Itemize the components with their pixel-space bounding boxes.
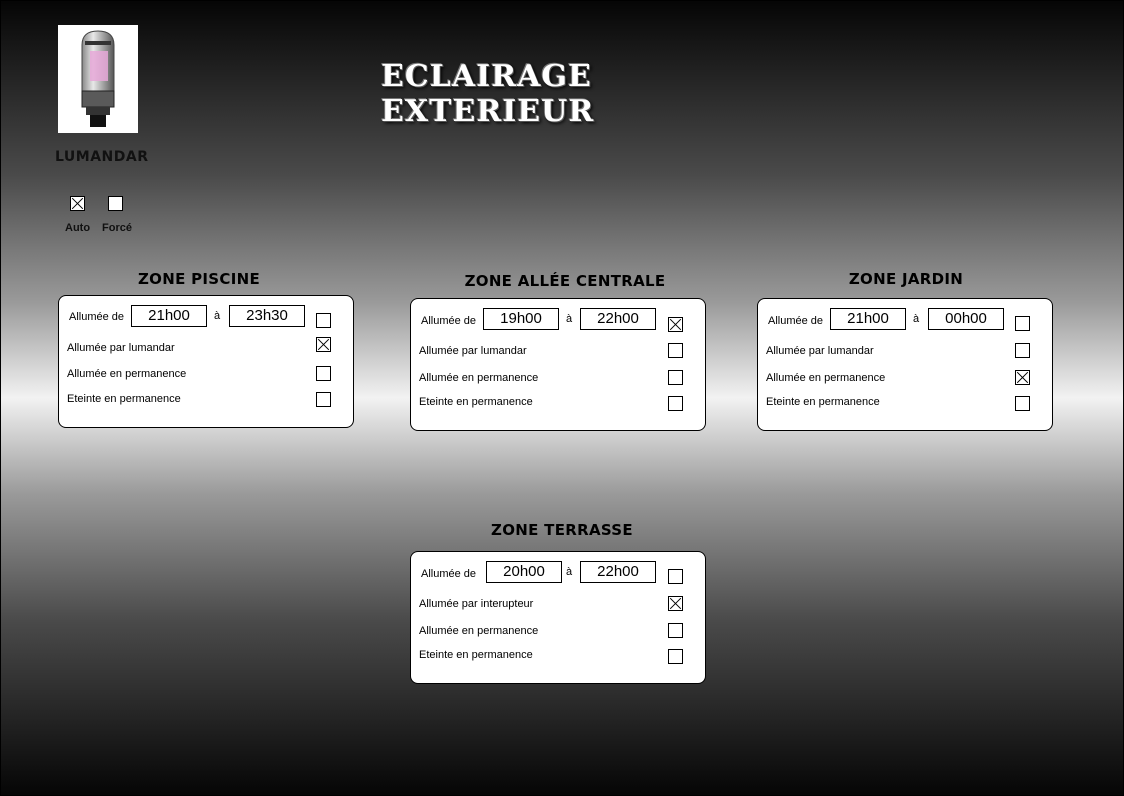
to-time-input[interactable]: 22h00 [580, 561, 656, 583]
from-time-input[interactable]: 19h00 [483, 308, 559, 330]
schedule-checkbox[interactable] [1015, 316, 1030, 331]
option-permanent-off-checkbox[interactable] [668, 649, 683, 664]
from-time-input[interactable]: 20h00 [486, 561, 562, 583]
to-time-input[interactable]: 00h00 [928, 308, 1004, 330]
device-name: LUMANDAR [55, 149, 149, 165]
schedule-checkbox[interactable] [668, 569, 683, 584]
zone-jardin-card [757, 298, 1053, 431]
option-lumandar-label: Allumée par lumandar [67, 342, 175, 354]
zone-allee-centrale-title: ZONE ALLÉE CENTRALE [464, 272, 666, 290]
force-label: Forcé [102, 222, 132, 234]
to-label: à [913, 313, 920, 325]
option-switch-label: Allumée par interupteur [419, 598, 534, 610]
option-lumandar-label: Allumée par lumandar [766, 345, 874, 357]
on-from-label: Allumée de [421, 568, 477, 580]
option-lumandar-checkbox[interactable] [316, 337, 331, 352]
to-label: à [566, 566, 573, 578]
zone-terrasse-card [410, 551, 706, 684]
zone-jardin-title: ZONE JARDIN [848, 270, 964, 288]
on-from-label: Allumée de [421, 315, 477, 327]
lumandar-device-image [58, 25, 138, 133]
option-permanent-on-label: Allumée en permanence [766, 372, 886, 384]
option-permanent-off-checkbox[interactable] [316, 392, 331, 407]
page-title: ECLAIRAGE EXTERIEUR [381, 59, 595, 129]
option-permanent-off-label: Eteinte en permanence [419, 649, 533, 661]
to-time-input[interactable]: 22h00 [580, 308, 656, 330]
option-permanent-on-checkbox[interactable] [668, 623, 683, 638]
zone-piscine-title: ZONE PISCINE [137, 270, 261, 288]
from-time-input[interactable]: 21h00 [830, 308, 906, 330]
zone-terrasse-title: ZONE TERRASSE [491, 521, 633, 539]
option-permanent-off-label: Eteinte en permanence [419, 396, 533, 408]
option-switch-checkbox[interactable] [668, 596, 683, 611]
on-from-label: Allumée de [768, 315, 824, 327]
option-permanent-on-label: Allumée en permanence [419, 625, 539, 637]
schedule-checkbox[interactable] [316, 313, 331, 328]
to-label: à [566, 313, 573, 325]
auto-label: Auto [65, 222, 91, 234]
option-permanent-on-checkbox[interactable] [668, 370, 683, 385]
option-permanent-on-label: Allumée en permanence [67, 368, 187, 380]
option-lumandar-checkbox[interactable] [1015, 343, 1030, 358]
on-from-label: Allumée de [69, 311, 125, 323]
option-permanent-off-label: Eteinte en permanence [766, 396, 880, 408]
from-time-input[interactable]: 21h00 [131, 305, 207, 327]
option-lumandar-checkbox[interactable] [668, 343, 683, 358]
option-permanent-on-checkbox[interactable] [1015, 370, 1030, 385]
schedule-checkbox[interactable] [668, 317, 683, 332]
to-time-input[interactable]: 23h30 [229, 305, 305, 327]
auto-checkbox[interactable] [70, 196, 85, 211]
option-permanent-off-checkbox[interactable] [668, 396, 683, 411]
option-permanent-on-label: Allumée en permanence [419, 372, 539, 384]
option-permanent-on-checkbox[interactable] [316, 366, 331, 381]
zone-piscine-card [58, 295, 354, 428]
option-permanent-off-label: Eteinte en permanence [67, 393, 181, 405]
option-permanent-off-checkbox[interactable] [1015, 396, 1030, 411]
force-checkbox[interactable] [108, 196, 123, 211]
zone-allee-centrale-card [410, 298, 706, 431]
option-lumandar-label: Allumée par lumandar [419, 345, 527, 357]
to-label: à [214, 310, 221, 322]
